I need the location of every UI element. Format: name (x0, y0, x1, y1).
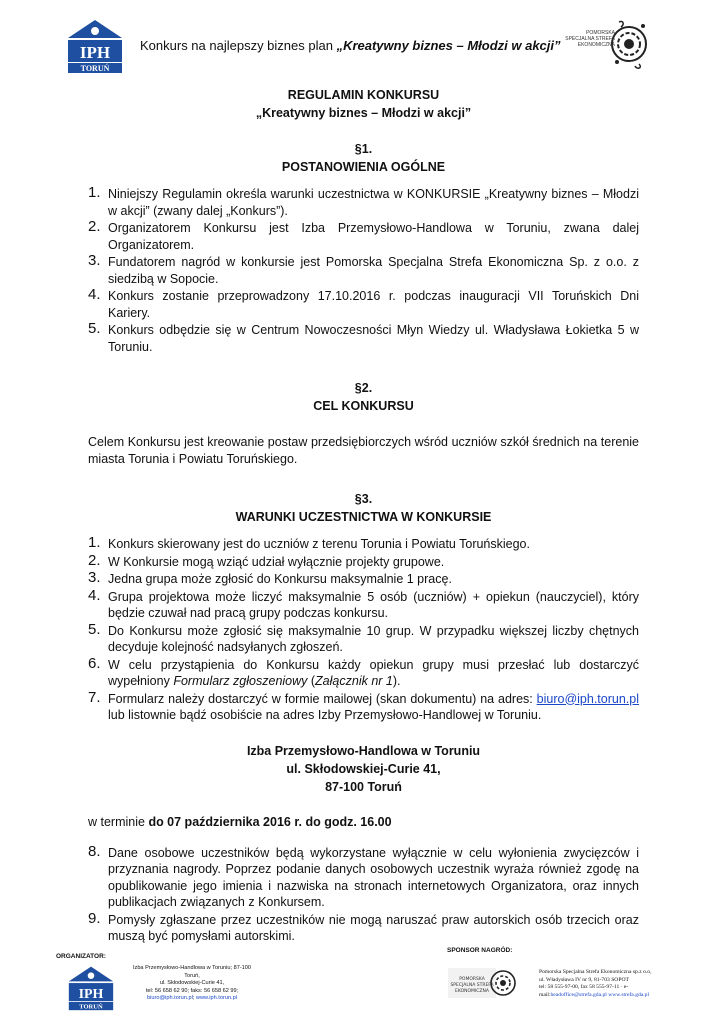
section-2-text: Celem Konkursu jest kreowanie postaw przedsiębiorczych wśród uczniów szkół średnich na terenie miasta Torunia i Powiatu Toruńskiego. (88, 435, 639, 466)
deadline-prefix: w terminie (88, 814, 149, 829)
list-item (88, 220, 639, 253)
section-3-list-extra (88, 654, 639, 724)
svg-text:TORUŃ: TORUŃ (80, 64, 110, 73)
list-item (88, 842, 639, 911)
svg-text:POMORSKA: POMORSKA (459, 977, 485, 982)
mailing-address (88, 742, 639, 796)
list-item-text: W Konkursie mogą wziąć udział wyłącznie projekty grupowe. (108, 554, 445, 569)
sponsor-links (539, 992, 689, 1000)
section-1-title: POSTANOWIENIA OGÓLNE (281, 160, 446, 174)
svg-text:EKONOMICZNA: EKONOMICZNA (455, 989, 489, 994)
list-item-text: Niniejszy Regulamin określa warunki uczestnictwa w KONKURSIE „Kreatywny biznes – Młodzi w akcji” (zwany dalej „Konkurs”). (108, 187, 639, 218)
address-line-2: ul. Skłodowskiej-Curie 41, (286, 761, 441, 776)
list-item-number: 2. (88, 551, 101, 569)
organizer-links (130, 995, 254, 1003)
list-item-number: 2. (88, 218, 101, 235)
list-item-number: 4. (88, 586, 101, 604)
email-link[interactable]: biuro@iph.torun.pl (536, 691, 639, 706)
svg-text:IPH: IPH (78, 986, 104, 1002)
list-item-text: Jedna grupa może zgłosić do Konkursu maksymalnie 1 pracę. (108, 572, 452, 586)
document-body (88, 86, 639, 946)
list-item-number: 7. (88, 688, 101, 706)
section-2-number: §2. (354, 381, 373, 395)
list-item-text: Konkurs odbędzie się w Centrum Nowoczesności Młyn Wiedzy ul. Władysława Łokietka 5 w Toruniu. (108, 323, 639, 354)
footer-ppse-logo (446, 962, 518, 1004)
svg-text:TORUŃ: TORUŃ (79, 1003, 103, 1011)
list-item (88, 551, 639, 571)
list-item (88, 322, 639, 355)
page-header (0, 0, 725, 80)
separator: ; (192, 995, 196, 1001)
list-item-text: Organizatorem Konkursu jest Izba Przemysłowo-Handlowa w Toruniu, zwana dalej Organizatorem. (108, 221, 639, 252)
deadline (88, 814, 639, 831)
list-item-text: Fundatorem nagród w konkursie jest Pomorska Specjalna Strefa Ekonomiczna Sp. z o.o. z siedzibą w Sopocie. (108, 255, 639, 286)
list-item-text: Pomysły zgłaszane przez uczestników nie mogą naruszać praw autorskich osób trzecich oraz muszą być pomysłami autorskimi. (108, 912, 639, 943)
iph-logo (66, 18, 124, 74)
list-item-number: 9. (88, 909, 101, 927)
list-item-number: 1. (88, 184, 101, 201)
organizer-address-line: tel: 56 658 62 90; faks: 56 658 62 99; (145, 987, 239, 994)
section-1-number: §1. (354, 142, 373, 156)
form-name: Formularz zgłoszeniowy (173, 674, 308, 688)
sponsor-address (539, 969, 689, 999)
list-item-text: Grupa projektowa może liczyć maksymalnie 5 osób (uczniów) + opiekun (nauczyciel), który będzie czuwał nad pracą grupy podczas konkursu. (108, 589, 639, 620)
document-title (88, 86, 639, 122)
list-item (88, 571, 639, 588)
section-3-heading (88, 490, 639, 526)
organizer-label: ORGANIZATOR: (56, 953, 106, 960)
attachment-name: Załącznik nr 1 (315, 674, 393, 688)
deadline-date: do 07 października 2016 r. do godz. 16.00 (148, 814, 392, 829)
list-item (88, 254, 639, 287)
list-item-text: Do Konkursu może zgłosić się maksymalnie 10 grup. W przypadku większej liczby chętnych decyduje kolejność nadsyłanych zgłoszeń. (108, 623, 639, 654)
list-item-text: ( (307, 674, 316, 688)
list-item-text: Formularz należy dostarczyć w formie mailowej (skan dokumentu) na adres: (108, 691, 537, 706)
list-item (88, 688, 639, 724)
section-3-list (88, 536, 639, 656)
svg-text:SPECJALNA STREFA: SPECJALNA STREFA (450, 983, 494, 988)
list-item-number: 3. (88, 252, 101, 269)
ppse-logo (563, 18, 647, 70)
list-item-number: 5. (88, 620, 101, 638)
organizer-email-link[interactable]: biuro@iph.torun.pl (147, 995, 193, 1001)
section-3-list-continued (88, 842, 639, 945)
address-line-1: Izba Przemysłowo-Handlowa w Toruniu (246, 743, 481, 758)
section-3-number: §3. (354, 492, 373, 506)
list-item-text: ). (392, 674, 401, 688)
list-item (88, 654, 639, 690)
section-1-list (88, 186, 639, 355)
list-item-text: Konkurs zostanie przeprowadzony 17.10.2016 r. podczas inauguracji VII Toruńskich Dni Kariery. (108, 289, 639, 320)
section-2-title: CEL KONKURSU (313, 399, 414, 413)
list-item-text: W celu przystąpienia do Konkursu każdy opiekun grupy musi przesłać lub dostarczyć wypełniony (108, 657, 639, 688)
ppse-logo-text: POMORSKA SPECJALNA STREFA EKONOMICZNA (565, 30, 615, 48)
section-1-heading (88, 140, 639, 176)
list-item-text: Dane osobowe uczestników będą wykorzystane wyłącznie w celu wyłonienia zwycięzców i przyznania nagrody. Poprzez podanie danych osobowych uczestnik wyraża również zgodę na opublikowanie jego imienia i nazwiska na stronach internetowych Organizatora, oraz innych publikacjach związanych z Konkursem. (108, 845, 639, 909)
title-line-1: REGULAMIN KONKURSU (287, 88, 440, 102)
sponsor-address-line: tel: 58 555-97-00, fax 58 555-97-11 · e- (539, 984, 629, 990)
list-item-number: 6. (88, 654, 101, 672)
section-2-heading (88, 379, 639, 415)
header-title (140, 38, 561, 53)
list-item-number: 5. (88, 320, 101, 337)
list-item (88, 909, 639, 945)
organizer-website-link[interactable]: www.iph.torun.pl (195, 995, 237, 1001)
list-item (88, 536, 639, 553)
organizer-address (130, 965, 254, 1003)
list-item-number: 4. (88, 286, 101, 303)
list-item-number: 3. (88, 569, 101, 586)
list-item-number: 1. (88, 534, 101, 551)
title-line-2: „Kreatywny biznes – Młodzi w akcji” (255, 106, 472, 120)
list-item (88, 186, 639, 219)
organizer-address-line: ul. Skłodowskiej-Curie 41, (159, 980, 225, 986)
sponsor-website-link[interactable]: www.strefa.gda.pl (608, 991, 650, 998)
address-line-3: 87-100 Toruń (325, 779, 402, 794)
sponsor-label: SPONSOR NAGRÓD: (447, 947, 513, 954)
sponsor-address-line: ul. Władysława IV nr 9, 81-703 SOPOT (539, 976, 629, 983)
list-item (88, 288, 639, 321)
header-title-italic: „Kreatywny biznes – Młodzi w akcji” (336, 38, 561, 53)
email-prefix: mail: (539, 991, 551, 998)
list-item (88, 586, 639, 622)
list-item-number: 8. (88, 842, 101, 860)
list-item-text: lub listownie bądź osobiście na adres Izby Przemysłowo-Handlowej w Toruniu. (108, 708, 542, 722)
section-3-title: WARUNKI UCZESTNICTWA W KONKURSIE (235, 510, 492, 524)
svg-text:IPH: IPH (79, 43, 111, 62)
footer-iph-logo (66, 965, 116, 1011)
sponsor-address-line: Pomorska Specjalna Strefa Ekonomiczna sp.z o.o, (539, 969, 652, 975)
list-item (88, 620, 639, 656)
header-title-prefix: Konkurs na najlepszy biznes plan (140, 38, 337, 53)
organizer-address-line: Izba Przemysłowo-Handlowa w Toruniu; 87-100 Toruń, (132, 965, 252, 979)
sponsor-email-link[interactable]: headoffice@strefa.gda.pl (550, 991, 607, 998)
list-item-text: Konkurs skierowany jest do uczniów z terenu Torunia i Powiatu Toruńskiego. (108, 537, 530, 551)
